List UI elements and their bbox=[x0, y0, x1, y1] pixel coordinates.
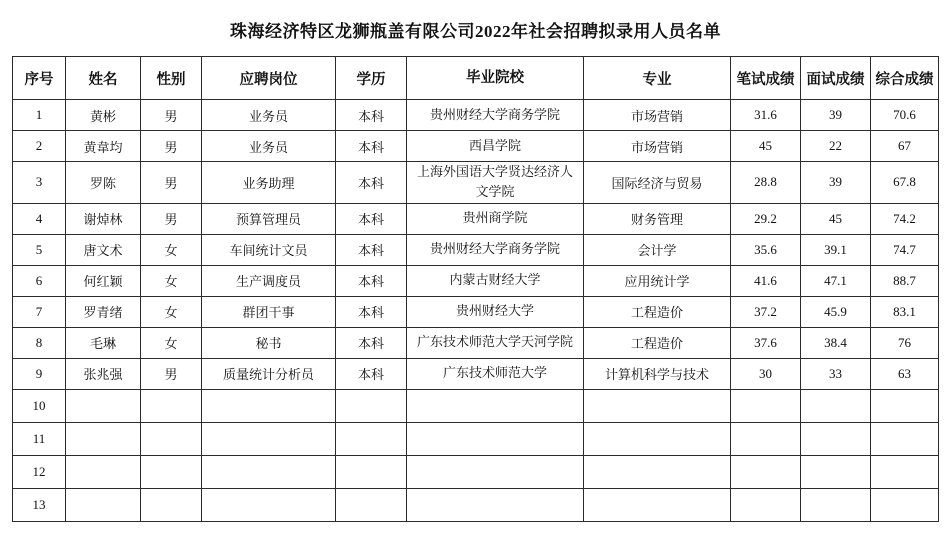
cell-school: 广东技术师范大学天河学院 bbox=[407, 327, 584, 358]
cell-interview-score bbox=[801, 488, 871, 521]
cell-school bbox=[407, 422, 584, 455]
cell-gender: 男 bbox=[141, 203, 202, 234]
cell-school bbox=[407, 162, 584, 204]
cell-major bbox=[584, 422, 731, 455]
cell-index: 3 bbox=[13, 162, 66, 204]
cell-total-score: 67 bbox=[871, 131, 939, 162]
cell-education: 本科 bbox=[336, 100, 407, 131]
cell-index: 10 bbox=[13, 389, 66, 422]
cell-written-score: 28.8 bbox=[731, 162, 801, 204]
table-row bbox=[13, 389, 939, 422]
cell-post: 生产调度员 bbox=[202, 265, 336, 296]
cell-school: 贵州财经大学商务学院 bbox=[407, 100, 584, 131]
table-row bbox=[13, 358, 939, 389]
cell-index: 1 bbox=[13, 100, 66, 131]
cell-written-score bbox=[731, 422, 801, 455]
cell-gender bbox=[141, 422, 202, 455]
cell-name: 何红颖 bbox=[66, 265, 141, 296]
cell-total-score: 63 bbox=[871, 358, 939, 389]
cell-name: 罗青绪 bbox=[66, 296, 141, 327]
cell-major: 市场营销 bbox=[584, 100, 731, 131]
cell-gender: 男 bbox=[141, 100, 202, 131]
cell-name bbox=[66, 488, 141, 521]
cell-index: 2 bbox=[13, 131, 66, 162]
cell-education bbox=[336, 455, 407, 488]
cell-gender: 男 bbox=[141, 131, 202, 162]
cell-interview-score: 39 bbox=[801, 100, 871, 131]
cell-interview-score: 45 bbox=[801, 203, 871, 234]
cell-total-score bbox=[871, 455, 939, 488]
column-header-education: 学历 bbox=[336, 57, 407, 100]
cell-major: 市场营销 bbox=[584, 131, 731, 162]
cell-total-score: 70.6 bbox=[871, 100, 939, 131]
cell-major bbox=[584, 389, 731, 422]
table-header-row bbox=[13, 57, 939, 100]
cell-written-score: 31.6 bbox=[731, 100, 801, 131]
cell-education: 本科 bbox=[336, 234, 407, 265]
cell-education: 本科 bbox=[336, 265, 407, 296]
cell-school: 广东技术师范大学 bbox=[407, 358, 584, 389]
cell-post: 业务员 bbox=[202, 100, 336, 131]
cell-post: 群团干事 bbox=[202, 296, 336, 327]
cell-interview-score: 45.9 bbox=[801, 296, 871, 327]
cell-name bbox=[66, 455, 141, 488]
cell-major: 工程造价 bbox=[584, 327, 731, 358]
cell-name: 黄彬 bbox=[66, 100, 141, 131]
column-header-interview-score: 面试成绩 bbox=[801, 57, 871, 100]
cell-name bbox=[66, 389, 141, 422]
cell-major: 工程造价 bbox=[584, 296, 731, 327]
cell-interview-score bbox=[801, 422, 871, 455]
cell-name bbox=[66, 422, 141, 455]
table-row bbox=[13, 203, 939, 234]
cell-interview-score: 39 bbox=[801, 162, 871, 204]
cell-school bbox=[407, 455, 584, 488]
cell-total-score bbox=[871, 488, 939, 521]
cell-gender: 女 bbox=[141, 234, 202, 265]
cell-major: 会计学 bbox=[584, 234, 731, 265]
cell-school: 贵州财经大学 bbox=[407, 296, 584, 327]
cell-major: 应用统计学 bbox=[584, 265, 731, 296]
cell-gender bbox=[141, 455, 202, 488]
cell-post: 业务员 bbox=[202, 131, 336, 162]
cell-gender: 女 bbox=[141, 265, 202, 296]
column-header-written-score: 笔试成绩 bbox=[731, 57, 801, 100]
table-row bbox=[13, 455, 939, 488]
table-row bbox=[13, 327, 939, 358]
column-header-gender: 性别 bbox=[141, 57, 202, 100]
cell-major bbox=[584, 488, 731, 521]
cell-name: 张兆强 bbox=[66, 358, 141, 389]
table-row bbox=[13, 422, 939, 455]
cell-interview-score bbox=[801, 389, 871, 422]
cell-total-score: 83.1 bbox=[871, 296, 939, 327]
cell-index: 7 bbox=[13, 296, 66, 327]
table-row bbox=[13, 296, 939, 327]
cell-education bbox=[336, 488, 407, 521]
cell-education bbox=[336, 422, 407, 455]
table-row bbox=[13, 100, 939, 131]
cell-written-score: 37.2 bbox=[731, 296, 801, 327]
cell-school-line2: 文学院 bbox=[475, 184, 515, 200]
cell-index: 8 bbox=[13, 327, 66, 358]
cell-name: 罗陈 bbox=[66, 162, 141, 204]
cell-interview-score: 39.1 bbox=[801, 234, 871, 265]
cell-index: 5 bbox=[13, 234, 66, 265]
cell-post bbox=[202, 389, 336, 422]
table-row bbox=[13, 162, 939, 204]
cell-gender bbox=[141, 488, 202, 521]
cell-post: 秘书 bbox=[202, 327, 336, 358]
cell-index: 13 bbox=[13, 488, 66, 521]
cell-education: 本科 bbox=[336, 131, 407, 162]
cell-written-score: 35.6 bbox=[731, 234, 801, 265]
table-row bbox=[13, 265, 939, 296]
cell-index: 12 bbox=[13, 455, 66, 488]
cell-gender: 男 bbox=[141, 358, 202, 389]
cell-education: 本科 bbox=[336, 296, 407, 327]
table-row bbox=[13, 488, 939, 521]
column-header-name: 姓名 bbox=[66, 57, 141, 100]
cell-index: 9 bbox=[13, 358, 66, 389]
cell-post bbox=[202, 455, 336, 488]
cell-gender bbox=[141, 389, 202, 422]
table-body bbox=[13, 100, 939, 522]
cell-written-score: 41.6 bbox=[731, 265, 801, 296]
cell-school bbox=[407, 488, 584, 521]
cell-gender: 男 bbox=[141, 162, 202, 204]
cell-index: 4 bbox=[13, 203, 66, 234]
cell-index: 6 bbox=[13, 265, 66, 296]
cell-school bbox=[407, 389, 584, 422]
column-header-school: 毕业院校 bbox=[407, 57, 584, 100]
cell-written-score bbox=[731, 455, 801, 488]
cell-post: 质量统计分析员 bbox=[202, 358, 336, 389]
table-row bbox=[13, 131, 939, 162]
cell-total-score: 74.2 bbox=[871, 203, 939, 234]
cell-total-score: 74.7 bbox=[871, 234, 939, 265]
cell-post bbox=[202, 422, 336, 455]
cell-school: 内蒙古财经大学 bbox=[407, 265, 584, 296]
column-header-index: 序号 bbox=[13, 57, 66, 100]
cell-interview-score bbox=[801, 455, 871, 488]
cell-major bbox=[584, 455, 731, 488]
cell-written-score: 29.2 bbox=[731, 203, 801, 234]
cell-total-score bbox=[871, 422, 939, 455]
cell-education: 本科 bbox=[336, 327, 407, 358]
cell-major: 国际经济与贸易 bbox=[584, 162, 731, 204]
cell-education: 本科 bbox=[336, 203, 407, 234]
cell-education bbox=[336, 389, 407, 422]
cell-total-score: 67.8 bbox=[871, 162, 939, 204]
cell-written-score bbox=[731, 488, 801, 521]
cell-post: 车间统计文员 bbox=[202, 234, 336, 265]
table-header bbox=[13, 57, 939, 100]
column-header-total-score: 综合成绩 bbox=[871, 57, 939, 100]
cell-written-score: 30 bbox=[731, 358, 801, 389]
cell-education: 本科 bbox=[336, 358, 407, 389]
cell-name: 谢焯林 bbox=[66, 203, 141, 234]
cell-school: 贵州商学院 bbox=[407, 203, 584, 234]
cell-written-score bbox=[731, 389, 801, 422]
cell-post: 业务助理 bbox=[202, 162, 336, 204]
cell-post: 预算管理员 bbox=[202, 203, 336, 234]
cell-school: 西昌学院 bbox=[407, 131, 584, 162]
cell-index: 11 bbox=[13, 422, 66, 455]
page-title: 珠海经济特区龙狮瓶盖有限公司2022年社会招聘拟录用人员名单 bbox=[230, 22, 721, 41]
cell-education: 本科 bbox=[336, 162, 407, 204]
cell-name: 黄韋均 bbox=[66, 131, 141, 162]
cell-interview-score: 22 bbox=[801, 131, 871, 162]
cell-major: 财务管理 bbox=[584, 203, 731, 234]
cell-interview-score: 33 bbox=[801, 358, 871, 389]
cell-post bbox=[202, 488, 336, 521]
cell-school: 贵州财经大学商务学院 bbox=[407, 234, 584, 265]
cell-written-score: 45 bbox=[731, 131, 801, 162]
cell-school-line1: 上海外国语大学贤达经济人 bbox=[416, 164, 573, 179]
cell-name: 毛琳 bbox=[66, 327, 141, 358]
cell-gender: 女 bbox=[141, 296, 202, 327]
table-row bbox=[13, 234, 939, 265]
cell-name: 唐文术 bbox=[66, 234, 141, 265]
cell-total-score bbox=[871, 389, 939, 422]
cell-written-score: 37.6 bbox=[731, 327, 801, 358]
cell-interview-score: 38.4 bbox=[801, 327, 871, 358]
cell-interview-score: 47.1 bbox=[801, 265, 871, 296]
cell-major: 计算机科学与技术 bbox=[584, 358, 731, 389]
column-header-post: 应聘岗位 bbox=[202, 57, 336, 100]
cell-gender: 女 bbox=[141, 327, 202, 358]
column-header-major: 专业 bbox=[584, 57, 731, 100]
cell-total-score: 88.7 bbox=[871, 265, 939, 296]
cell-total-score: 76 bbox=[871, 327, 939, 358]
recruitment-roster-table bbox=[12, 56, 939, 522]
